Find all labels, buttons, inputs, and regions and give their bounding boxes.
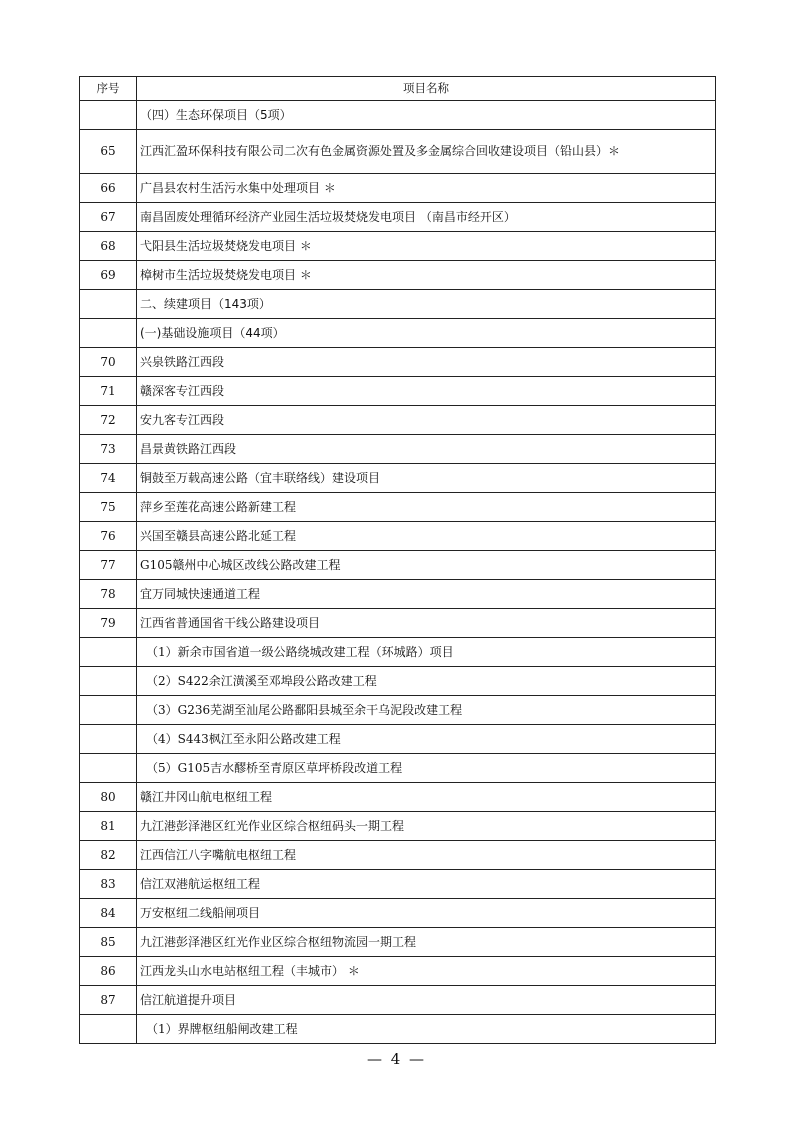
row-project-name: （3）G236芜湖至汕尾公路鄱阳县城至余干乌泥段改建工程 bbox=[137, 696, 716, 725]
row-project-name: （2）S422余江潢溪至邓埠段公路改建工程 bbox=[137, 667, 716, 696]
table-row bbox=[80, 464, 716, 493]
row-project-name: 江西省普通国省干线公路建设项目 bbox=[137, 609, 716, 638]
row-project-name: 安九客专江西段 bbox=[137, 406, 716, 435]
row-index bbox=[80, 319, 137, 348]
row-index bbox=[80, 638, 137, 667]
row-index: 87 bbox=[80, 986, 137, 1015]
row-project-name: （5）G105吉水醪桥至青原区草坪桥段改道工程 bbox=[137, 754, 716, 783]
table-row bbox=[80, 551, 716, 580]
table-row bbox=[80, 841, 716, 870]
table-row bbox=[80, 130, 716, 174]
table-row bbox=[80, 696, 716, 725]
row-index: 70 bbox=[80, 348, 137, 377]
table-row bbox=[80, 493, 716, 522]
row-index: 78 bbox=[80, 580, 137, 609]
row-project-name: 弋阳县生活垃圾焚烧发电项目 ＊ bbox=[137, 232, 716, 261]
table-row bbox=[80, 812, 716, 841]
table-row bbox=[80, 638, 716, 667]
row-index: 65 bbox=[80, 130, 137, 174]
table-header-row bbox=[80, 77, 716, 101]
row-project-name: 二、续建项目（143项） bbox=[137, 290, 716, 319]
row-project-name: 赣江井冈山航电枢纽工程 bbox=[137, 783, 716, 812]
row-index: 84 bbox=[80, 899, 137, 928]
row-index: 77 bbox=[80, 551, 137, 580]
table-row bbox=[80, 899, 716, 928]
row-project-name: 九江港彭泽港区红光作业区综合枢纽物流园一期工程 bbox=[137, 928, 716, 957]
row-project-name: 赣深客专江西段 bbox=[137, 377, 716, 406]
row-index bbox=[80, 101, 137, 130]
table-row bbox=[80, 725, 716, 754]
header-index: 序号 bbox=[80, 77, 137, 101]
row-index: 67 bbox=[80, 203, 137, 232]
table-row bbox=[80, 319, 716, 348]
row-project-name: 江西信江八字嘴航电枢纽工程 bbox=[137, 841, 716, 870]
table-row bbox=[80, 609, 716, 638]
row-index: 86 bbox=[80, 957, 137, 986]
page-number: — 4 — bbox=[366, 1050, 427, 1068]
row-project-name: 铜鼓至万载高速公路（宜丰联络线）建设项目 bbox=[137, 464, 716, 493]
table-row bbox=[80, 957, 716, 986]
row-index: 68 bbox=[80, 232, 137, 261]
row-project-name: (一)基础设施项目（44项） bbox=[137, 319, 716, 348]
row-index bbox=[80, 754, 137, 783]
row-project-name: 南昌固废处理循环经济产业园生活垃圾焚烧发电项目 （南昌市经开区） bbox=[137, 203, 716, 232]
row-project-name: 信江航道提升项目 bbox=[137, 986, 716, 1015]
table-row bbox=[80, 377, 716, 406]
row-index: 80 bbox=[80, 783, 137, 812]
table-row bbox=[80, 928, 716, 957]
table-body bbox=[80, 101, 716, 1044]
table-row bbox=[80, 783, 716, 812]
row-project-name: G105赣州中心城区改线公路改建工程 bbox=[137, 551, 716, 580]
row-index bbox=[80, 725, 137, 754]
row-index: 76 bbox=[80, 522, 137, 551]
table-row bbox=[80, 232, 716, 261]
row-project-name: 萍乡至莲花高速公路新建工程 bbox=[137, 493, 716, 522]
row-index: 74 bbox=[80, 464, 137, 493]
row-project-name: 兴泉铁路江西段 bbox=[137, 348, 716, 377]
table-row bbox=[80, 101, 716, 130]
row-index bbox=[80, 667, 137, 696]
row-project-name: （1）新余市国省道一级公路绕城改建工程（环城路）项目 bbox=[137, 638, 716, 667]
row-project-name: 昌景黄铁路江西段 bbox=[137, 435, 716, 464]
row-index: 69 bbox=[80, 261, 137, 290]
table-row bbox=[80, 203, 716, 232]
row-project-name: （4）S443枫江至永阳公路改建工程 bbox=[137, 725, 716, 754]
table-row bbox=[80, 754, 716, 783]
row-index: 83 bbox=[80, 870, 137, 899]
project-table bbox=[79, 76, 716, 1044]
table-row bbox=[80, 406, 716, 435]
table-row bbox=[80, 290, 716, 319]
row-index: 75 bbox=[80, 493, 137, 522]
table-row bbox=[80, 261, 716, 290]
table-row bbox=[80, 870, 716, 899]
row-index: 85 bbox=[80, 928, 137, 957]
row-index bbox=[80, 290, 137, 319]
row-index: 72 bbox=[80, 406, 137, 435]
row-index: 66 bbox=[80, 174, 137, 203]
header-project-name: 项目名称 bbox=[137, 77, 716, 101]
table-row bbox=[80, 174, 716, 203]
row-project-name: 兴国至赣县高速公路北延工程 bbox=[137, 522, 716, 551]
table-row bbox=[80, 435, 716, 464]
table-row bbox=[80, 1015, 716, 1044]
row-index bbox=[80, 696, 137, 725]
row-project-name: 九江港彭泽港区红光作业区综合枢纽码头一期工程 bbox=[137, 812, 716, 841]
row-index: 82 bbox=[80, 841, 137, 870]
row-project-name: 江西汇盈环保科技有限公司二次有色金属资源处置及多金属综合回收建设项目（铅山县）＊ bbox=[137, 130, 716, 174]
row-project-name: 宜万同城快速通道工程 bbox=[137, 580, 716, 609]
table-row bbox=[80, 580, 716, 609]
row-project-name: 万安枢纽二线船闸项目 bbox=[137, 899, 716, 928]
table-row bbox=[80, 986, 716, 1015]
row-index: 73 bbox=[80, 435, 137, 464]
row-project-name: 樟树市生活垃圾焚烧发电项目 ＊ bbox=[137, 261, 716, 290]
row-index bbox=[80, 1015, 137, 1044]
row-project-name: 信江双港航运枢纽工程 bbox=[137, 870, 716, 899]
table-row bbox=[80, 348, 716, 377]
table-row bbox=[80, 667, 716, 696]
row-project-name: （四）生态环保项目（5项） bbox=[137, 101, 716, 130]
row-index: 81 bbox=[80, 812, 137, 841]
row-index: 79 bbox=[80, 609, 137, 638]
row-project-name: 江西龙头山水电站枢纽工程（丰城市） ＊ bbox=[137, 957, 716, 986]
row-index: 71 bbox=[80, 377, 137, 406]
row-project-name: （1）界牌枢纽船闸改建工程 bbox=[137, 1015, 716, 1044]
table-row bbox=[80, 522, 716, 551]
row-project-name: 广昌县农村生活污水集中处理项目 ＊ bbox=[137, 174, 716, 203]
